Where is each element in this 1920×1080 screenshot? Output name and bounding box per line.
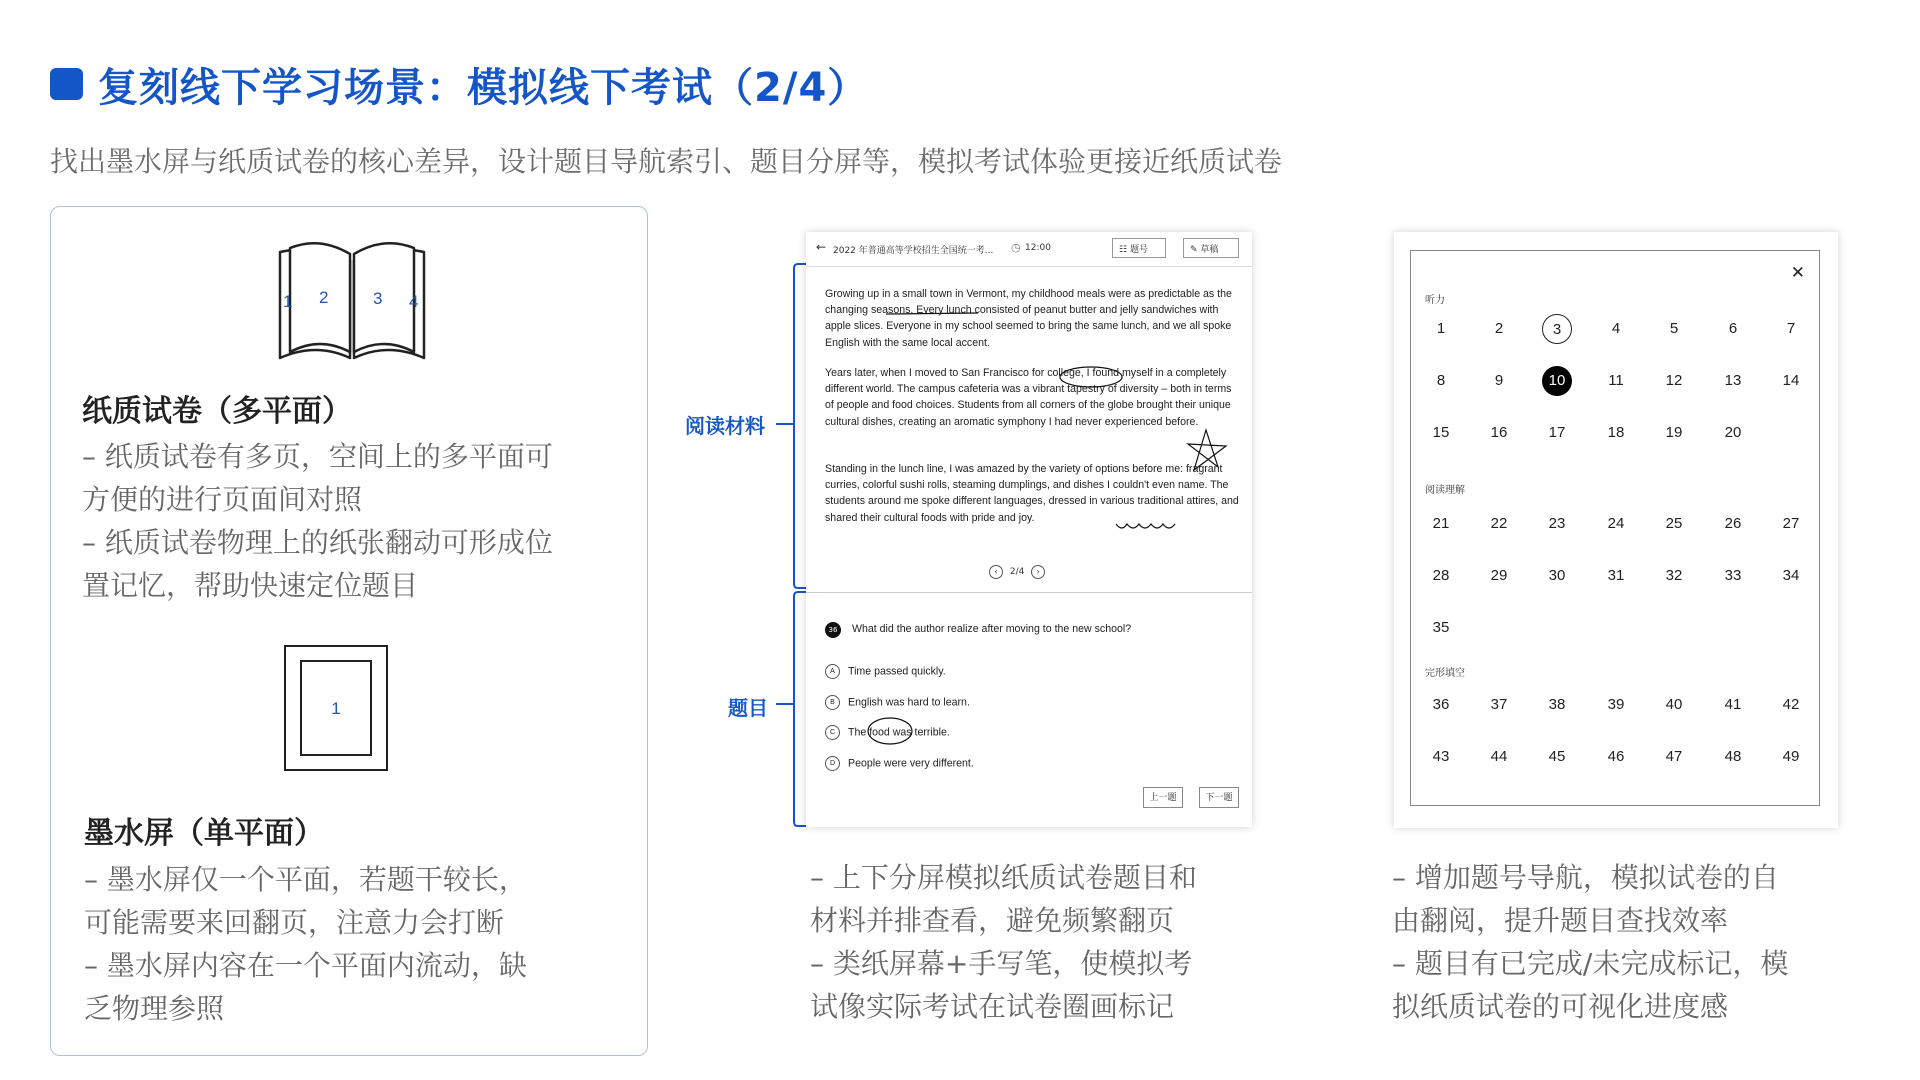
page-number: 4: [409, 292, 419, 311]
question-number-cell[interactable]: 45: [1548, 748, 1566, 765]
question-number-cell[interactable]: 38: [1548, 696, 1566, 713]
prev-page-icon[interactable]: ‹: [989, 565, 1003, 579]
label-material: 阅读材料: [685, 414, 765, 438]
desc-line: – 墨水屏仅一个平面，若题干较长，: [84, 863, 527, 896]
question-number-cell[interactable]: 40: [1665, 696, 1683, 713]
question-number-cell[interactable]: 37: [1490, 696, 1508, 713]
question-number-cell[interactable]: 3: [1542, 314, 1572, 344]
draft-label: 草稿: [1200, 245, 1219, 255]
caption-line: 试像实际考试在试卷圈画标记: [810, 990, 1175, 1023]
question-number-badge: 36: [825, 622, 841, 638]
option-letter: C: [825, 725, 840, 740]
question-navigator-screen: [1394, 232, 1838, 828]
question-number-cell[interactable]: 9: [1494, 372, 1504, 389]
option-letter: B: [825, 695, 840, 710]
next-page-icon[interactable]: ›: [1031, 565, 1045, 579]
option-text: People were very different.: [848, 757, 974, 770]
caption-line: 材料并排查看，避免频繁翻页: [810, 904, 1175, 937]
question-number-cell[interactable]: 1: [1436, 320, 1446, 337]
passage-paragraph: Years later, when I moved to San Francisco for college, I found myself in a completely different world. The campus cafeteria was a vibrant tapestry of diversity – both in terms of people and food choices. Students from all corners of the globe brought their unique cultural dishes, creating an aromatic symphony I had never experienced before.: [825, 367, 1232, 428]
caption-line: 拟纸质试卷的可视化进度感: [1392, 990, 1729, 1023]
question-number-cell[interactable]: 49: [1782, 748, 1800, 765]
question-number-cell[interactable]: 14: [1782, 372, 1800, 389]
option-text: Time passed quickly.: [848, 665, 946, 678]
clock-icon: ◷: [1011, 241, 1021, 254]
caption-line: – 增加题号导航，模拟试卷的自: [1392, 861, 1779, 894]
page-number: 1: [283, 292, 293, 311]
option-text: The food was terrible.: [848, 726, 950, 739]
question-number-cell[interactable]: 10: [1542, 366, 1572, 396]
title-marker: [50, 68, 83, 100]
eink-page-number: 1: [300, 660, 372, 756]
question-number-cell[interactable]: 47: [1665, 748, 1683, 765]
caption-line: 由翻阅，提升题目查找效率: [1392, 904, 1729, 937]
desc-line: – 墨水屏内容在一个平面内流动，缺: [84, 949, 527, 982]
question-number-cell[interactable]: 13: [1724, 372, 1742, 389]
close-icon[interactable]: ✕: [1790, 263, 1805, 283]
option-letter: A: [825, 664, 840, 679]
desc-line: – 纸质试卷物理上的纸张翻动可形成位: [82, 526, 553, 559]
paper-heading: 纸质试卷（多平面）: [82, 394, 352, 429]
desc-line: 可能需要来回翻页，注意力会打断: [84, 906, 505, 939]
paper-description: [82, 435, 553, 607]
pen-icon: ✎: [1190, 245, 1201, 255]
question-number-cell[interactable]: 4: [1611, 320, 1621, 337]
desc-line: 乏物理参照: [84, 992, 225, 1025]
answer-option[interactable]: [825, 756, 974, 771]
question-number-cell[interactable]: 8: [1436, 372, 1446, 389]
question-text: What did the author realize after moving to the new school?: [852, 623, 1132, 635]
question-number-cell[interactable]: 44: [1490, 748, 1508, 765]
question-number-cell[interactable]: 42: [1782, 696, 1800, 713]
question-number-cell[interactable]: 39: [1607, 696, 1625, 713]
eink-description: [84, 858, 527, 1030]
page-indicator: 2/4: [1009, 567, 1025, 577]
question-number-cell[interactable]: 19: [1665, 424, 1683, 441]
eink-heading: 墨水屏（单平面）: [84, 816, 324, 851]
exam-time: 12:00: [1025, 243, 1051, 253]
option-text: English was hard to learn.: [848, 696, 970, 709]
answer-option[interactable]: [825, 664, 946, 679]
question-number-cell[interactable]: 30: [1548, 567, 1566, 584]
question-number-cell[interactable]: 29: [1490, 567, 1508, 584]
question-number-cell[interactable]: 26: [1724, 515, 1742, 532]
question-number-cell[interactable]: 17: [1548, 424, 1566, 441]
split-bracket: [770, 260, 810, 830]
section-label: 完形填空: [1425, 668, 1465, 679]
section-label: 阅读理解: [1425, 485, 1465, 496]
exam-reader-screen: [806, 232, 1252, 827]
question-number-cell[interactable]: 22: [1490, 515, 1508, 532]
page-title: 复刻线下学习场景：模拟线下考试（2/4）: [98, 65, 869, 111]
page-number: 2: [319, 288, 329, 307]
question-number-cell[interactable]: 41: [1724, 696, 1742, 713]
question-number-cell[interactable]: 15: [1432, 424, 1450, 441]
question-number-cell[interactable]: 6: [1728, 320, 1738, 337]
question-number-cell[interactable]: 21: [1432, 515, 1450, 532]
section-label: 听力: [1425, 295, 1445, 306]
page-number: 3: [373, 289, 383, 308]
question-number-cell[interactable]: 28: [1432, 567, 1450, 584]
reader-caption: [810, 856, 1197, 1028]
question-number-cell[interactable]: 12: [1665, 372, 1683, 389]
navigator-caption: [1392, 856, 1788, 1028]
answer-option[interactable]: [825, 695, 970, 710]
split-divider: [806, 592, 1252, 593]
question-number-cell[interactable]: 36: [1432, 696, 1450, 713]
question-number-cell[interactable]: 24: [1607, 515, 1625, 532]
open-book-icon: [278, 240, 426, 360]
caption-line: – 上下分屏模拟纸质试卷题目和: [810, 861, 1197, 894]
next-question-button[interactable]: 下一题: [1199, 787, 1239, 808]
question-number-cell[interactable]: 2: [1494, 320, 1504, 337]
question-number-cell[interactable]: 43: [1432, 748, 1450, 765]
question-number-cell[interactable]: 31: [1607, 567, 1625, 584]
desc-line: – 纸质试卷有多页，空间上的多平面可: [82, 440, 553, 473]
passage-paragraph: Growing up in a small town in Vermont, my childhood meals were as predictable as the changing seasons. Every lunch consisted of peanut butter and jelly sandwiches with apple slices. Everyone in my school seemed to bring the same lunch, and we all spoke English with the same local accent.: [825, 288, 1232, 349]
question-index-label: 题号: [1129, 245, 1148, 255]
question-number-cell[interactable]: 5: [1669, 320, 1679, 337]
list-icon: ☷: [1119, 245, 1130, 255]
question-number-cell[interactable]: 46: [1607, 748, 1625, 765]
question-number-cell[interactable]: 48: [1724, 748, 1742, 765]
question-number-cell[interactable]: 7: [1786, 320, 1796, 337]
reader-pager: [989, 565, 1045, 579]
page-subtitle: 找出墨水屏与纸质试卷的核心差异，设计题目导航索引、题目分屏等，模拟考试体验更接近纸质试卷: [50, 145, 1283, 178]
question-number-cell[interactable]: 32: [1665, 567, 1683, 584]
eink-device-icon: [284, 645, 388, 771]
question-number-cell[interactable]: 11: [1608, 372, 1624, 389]
handwriting-marks: [806, 232, 1252, 592]
question-navigator-panel: [1410, 250, 1820, 806]
exam-title: 2022 年普通高等学校招生全国统一考...: [833, 246, 994, 256]
question-number-cell[interactable]: 34: [1782, 567, 1800, 584]
question-number-cell[interactable]: 35: [1432, 619, 1450, 636]
desc-line: 置记忆，帮助快速定位题目: [82, 569, 419, 602]
prev-question-button[interactable]: 上一题: [1143, 787, 1183, 808]
passage-paragraph: Standing in the lunch line, I was amazed by the variety of options before me: fragrant curries, colorful sushi rolls, steaming dumplings, and dishes I couldn't even name. The students around me spoke different languages, dressed in various traditional attires, and shared their cultural foods with pride and joy.: [825, 463, 1239, 524]
caption-line: – 类纸屏幕+手写笔，使模拟考: [810, 947, 1193, 980]
question-number-cell[interactable]: 20: [1724, 424, 1742, 441]
question-number-cell[interactable]: 33: [1724, 567, 1742, 584]
back-arrow-icon[interactable]: ←: [816, 240, 827, 254]
label-question: 题目: [728, 696, 768, 720]
question-number-cell[interactable]: 23: [1548, 515, 1566, 532]
handwritten-circle-mark: [861, 714, 921, 748]
question-number-cell[interactable]: 16: [1490, 424, 1508, 441]
question-number-cell[interactable]: 27: [1782, 515, 1800, 532]
desc-line: 方便的进行页面间对照: [82, 483, 363, 516]
caption-line: – 题目有已完成/未完成标记，模: [1392, 947, 1789, 980]
question-number-cell[interactable]: 25: [1665, 515, 1683, 532]
question-number-cell[interactable]: 18: [1607, 424, 1625, 441]
option-letter: D: [825, 756, 840, 771]
